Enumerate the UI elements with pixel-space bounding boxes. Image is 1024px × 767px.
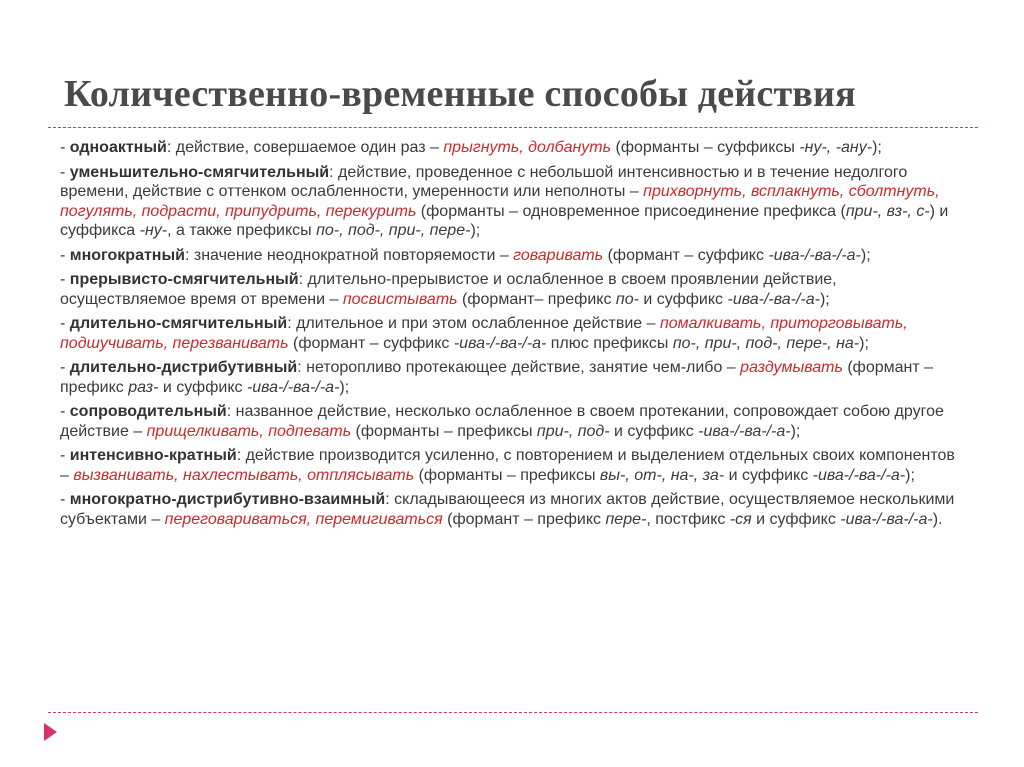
text-segment: );: [859, 334, 869, 352]
text-segment: );: [860, 246, 871, 264]
example-words: прыгнуть, долбануть: [443, 139, 612, 156]
bottom-divider: [48, 712, 978, 713]
text-segment: (форманты – суффиксы: [611, 139, 800, 156]
term-name: многократный: [69, 246, 185, 264]
text-segment: (форманты – префиксы: [351, 422, 537, 440]
morpheme: при-, под-: [536, 422, 610, 440]
example-words: вызванивать, нахлестывать, отплясывать: [73, 466, 415, 484]
next-arrow-icon[interactable]: [44, 723, 57, 741]
text-segment: , постфикс: [646, 510, 730, 528]
list-item: [60, 314, 960, 353]
text-segment: );: [339, 378, 350, 396]
text-segment: );: [470, 222, 481, 239]
example-words: говаривать: [513, 246, 604, 264]
text-segment: -: [60, 246, 70, 264]
morpheme: вы-, от-, на-, за-: [599, 466, 725, 484]
morpheme: по-, при-, под-, пере-, на-: [672, 334, 860, 352]
text-segment: : длительное и при этом ослабленное действие –: [287, 315, 660, 332]
example-words: переговариваться, перемигиваться: [164, 510, 443, 528]
text-segment: : названное действие, несколько ослабленное в своем протекании, сопровождает собою другое действие –: [60, 403, 944, 440]
text-segment: (формант – суффикс: [288, 334, 454, 352]
text-segment: : складывающееся из многих актов действие, осуществляемое несколькими субъектами –: [60, 491, 955, 528]
morpheme: пере-: [605, 510, 647, 528]
text-segment: плюс префиксы: [546, 334, 673, 352]
morpheme: -ну-: [139, 222, 168, 239]
text-segment: );: [905, 466, 915, 484]
slide-title: Количественно-временные способы действия: [64, 73, 856, 115]
morpheme: -ива-/-ва-/-а-: [812, 466, 906, 484]
morpheme: -ива-/-ва-/-а-: [698, 422, 791, 440]
list-item: [60, 270, 960, 309]
list-item: [60, 138, 960, 158]
term-name: интенсивно-кратный: [69, 447, 237, 464]
term-name: сопроводительный: [69, 403, 227, 420]
text-segment: (формант – префикс: [60, 359, 934, 396]
text-segment: -: [60, 403, 70, 420]
text-segment: : действие, совершаемое один раз –: [166, 139, 444, 156]
text-segment: : значение неоднократной повторяемости –: [184, 246, 514, 264]
example-words: посвистывать: [342, 290, 458, 308]
morpheme: раз-: [128, 378, 159, 396]
morpheme: по-: [615, 290, 639, 308]
morpheme: -ну-, -ану-: [799, 139, 873, 156]
morpheme: -ива-/-ва-/-а-: [246, 378, 340, 396]
top-divider: [48, 127, 978, 128]
text-segment: ) и суффикса: [60, 202, 949, 239]
morpheme: при-, вз-, с-: [845, 202, 930, 220]
text-segment: -: [60, 139, 70, 156]
example-words: прищелкивать, подпевать: [146, 422, 352, 440]
term-name: длительно-смягчительный: [69, 315, 288, 332]
morpheme: по-, под-, при-, пере-: [316, 222, 471, 239]
term-name: многократно-дистрибутивно-взаимный: [69, 491, 386, 508]
text-segment: : действие, проведенное с небольшой интенсивностью и в течение недолгого времени, действие с оттенком ослабленности, умеренности или неполноты –: [60, 163, 908, 200]
text-segment: , а также префиксы: [167, 222, 317, 239]
text-segment: и суффикс: [751, 510, 841, 528]
example-words: раздумывать: [740, 359, 843, 376]
morpheme: -ива-/-ва-/-а-: [768, 246, 861, 264]
morpheme: -ива-/-ва-/-а-: [727, 290, 820, 308]
text-segment: : длительно-прерывистое и ослабленное в своем проявлении действие, осуществляемое время от времени –: [60, 271, 837, 308]
text-segment: -: [60, 491, 70, 508]
definition-list: [60, 138, 960, 534]
text-segment: и суффикс: [158, 378, 247, 396]
text-segment: (формант – префикс: [442, 510, 606, 528]
text-segment: (форманты – префиксы: [414, 466, 600, 484]
term-name: уменьшительно-смягчительный: [69, 163, 330, 181]
text-segment: );: [872, 139, 882, 156]
morpheme: -ива-/-ва-/-а-: [453, 334, 547, 352]
text-segment: : неторопливо протекающее действие, занятие чем-либо –: [297, 359, 741, 376]
text-segment: -: [60, 315, 70, 332]
text-segment: -: [60, 447, 70, 464]
morpheme: -ся: [729, 510, 752, 528]
list-item: [60, 246, 960, 266]
text-segment: : действие производится усиленно, с повторением и выделением отдельных своих компонентов –: [60, 447, 955, 484]
text-segment: -: [60, 271, 70, 288]
text-segment: ).: [932, 510, 943, 528]
list-item: [60, 163, 960, 241]
text-segment: -: [60, 359, 70, 376]
example-words: прихворнуть, всплакнуть, сболтнуть, погулять, подрасти, припудрить, перекурить: [60, 183, 940, 220]
list-item: [60, 446, 960, 485]
text-segment: );: [790, 422, 801, 440]
text-segment: (формант – суффикс: [603, 246, 769, 264]
text-segment: -: [60, 163, 70, 181]
term-name: одноактный: [69, 139, 167, 156]
text-segment: );: [819, 290, 830, 308]
text-segment: и суффикс: [638, 290, 728, 308]
list-item: [60, 490, 960, 529]
example-words: помалкивать, приторговывать, подшучивать, перезванивать: [60, 315, 908, 352]
term-name: прерывисто-смягчительный: [69, 271, 299, 288]
text-segment: и суффикс: [724, 466, 813, 484]
list-item: [60, 402, 960, 441]
term-name: длительно-дистрибутивный: [69, 359, 298, 376]
text-segment: (формант– префикс: [457, 290, 616, 308]
text-segment: и суффикс: [609, 422, 699, 440]
morpheme: -ива-/-ва-/-а-: [840, 510, 933, 528]
list-item: [60, 358, 960, 397]
text-segment: (форманты – одновременное присоединение префикса (: [416, 202, 846, 220]
